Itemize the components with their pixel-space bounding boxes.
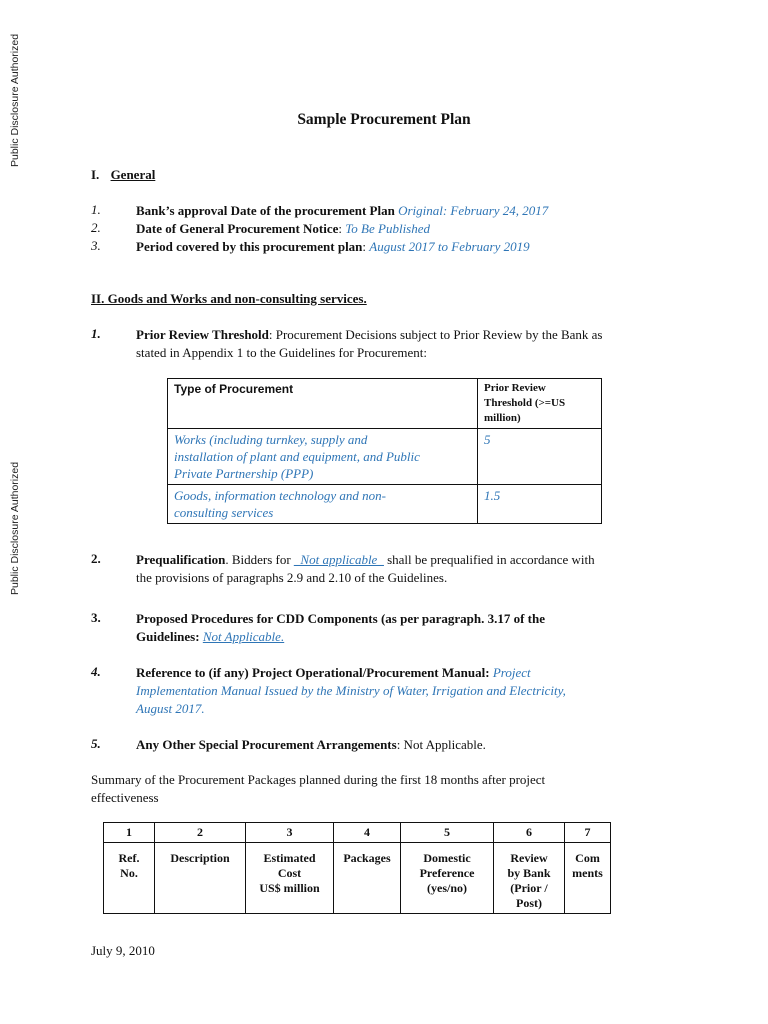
header-line: Prior Review (484, 382, 546, 394)
header-line: Ref. (118, 851, 140, 865)
manual-value-2: Implementation Manual Issued by the Ministry of Water, Irrigation and Electricity, (136, 683, 566, 698)
special-label: Any Other Special Procurement Arrangements (136, 737, 397, 752)
section1-number: I. (91, 167, 100, 182)
threshold-value: 1.5 (478, 485, 602, 524)
header-line: US$ million (259, 881, 320, 895)
item-label: Bank’s approval Date of the procurement Plan (136, 203, 395, 218)
column-number: 7 (565, 823, 611, 843)
cdd-label-1: Proposed Procedures for CDD Components (as per paragraph. 3.17 of the (136, 611, 546, 626)
special-value: : Not Applicable. (396, 737, 486, 752)
item-label: Period covered by this procurement plan (136, 239, 363, 254)
header-line: Preference (419, 866, 475, 880)
prior-review-text-2: stated in Appendix 1 to the Guidelines for Procurement: (136, 345, 427, 360)
item-label: Date of General Procurement Notice (136, 221, 339, 236)
prior-review-text-1: : Procurement Decisions subject to Prior Review by the Bank as (268, 327, 603, 342)
column-number: 5 (401, 823, 494, 843)
cdd-item (0, 610, 768, 646)
prequalification-pre: . Bidders for (225, 552, 294, 567)
header-description (155, 843, 246, 914)
type-line: Goods, information technology and non- (174, 488, 386, 503)
header-line: ments (572, 866, 603, 880)
table-header-row (168, 379, 602, 429)
item-number: 2. (91, 220, 101, 235)
threshold-value: 5 (478, 429, 602, 485)
footer-date: July 9, 2010 (91, 943, 155, 958)
item-number: 4. (91, 664, 101, 679)
header-ref-no (104, 843, 155, 914)
header-line: Description (170, 851, 230, 865)
procurement-type (168, 485, 478, 524)
summary-line-1: Summary of the Procurement Packages planned during the first 18 months after project (91, 772, 546, 787)
manual-value-1: Project (492, 665, 531, 680)
prequalification-post: shall be prequalified in accordance with (383, 552, 595, 567)
general-item-1 (0, 202, 768, 220)
summary-paragraph (91, 771, 545, 807)
document-title: Sample Procurement Plan (297, 111, 471, 128)
header-packages (334, 843, 401, 914)
type-line: installation of plant and equipment, and Public (174, 449, 420, 464)
manual-item (0, 664, 768, 718)
procurement-type (168, 429, 478, 485)
prequalification-label: Prequalification (136, 552, 226, 567)
header-estimated-cost (246, 843, 334, 914)
disclosure-label-bottom: Public Disclosure Authorized (9, 461, 21, 595)
header-threshold (478, 379, 602, 429)
prequalification-line2: the provisions of paragraphs 2.9 and 2.10 of the Guidelines. (136, 570, 448, 585)
section1-heading (91, 167, 155, 183)
item-value: August 2017 to February 2019 (369, 239, 530, 254)
type-line: consulting services (174, 505, 274, 520)
threshold-table (167, 378, 602, 524)
section1-title: General (110, 167, 156, 182)
column-number: 3 (246, 823, 334, 843)
item-number: 1. (91, 202, 101, 217)
table-row (168, 429, 602, 485)
header-line: Com (575, 851, 600, 865)
section2-heading: II. Goods and Works and non-consulting services. (91, 291, 367, 306)
header-comments (565, 843, 611, 914)
manual-label: Reference to (if any) Project Operational/Procurement Manual: (136, 665, 490, 680)
header-type: Type of Procurement (168, 379, 478, 429)
prequalification-value: _Not applicable_ (293, 552, 384, 567)
general-item-3 (0, 238, 768, 256)
header-line: million) (484, 412, 521, 424)
item-number: 1. (91, 326, 101, 341)
prior-review-label: Prior Review Threshold (136, 327, 269, 342)
special-arrangements-item (0, 736, 768, 754)
prequalification-item (0, 551, 768, 587)
column-number: 2 (155, 823, 246, 843)
column-number: 4 (334, 823, 401, 843)
cdd-value: Not Applicable. (202, 629, 285, 644)
header-line: Packages (343, 851, 391, 865)
item-value: To Be Published (345, 221, 431, 236)
item-number: 5. (91, 736, 101, 751)
header-line: Estimated (263, 851, 316, 865)
header-review-by-bank (494, 843, 565, 914)
item-number: 3. (91, 238, 101, 253)
cdd-label-2: Guidelines: (136, 629, 200, 644)
header-line: (Prior / (510, 881, 548, 895)
general-item-2 (0, 220, 768, 238)
column-header-row (104, 843, 611, 914)
type-line: Private Partnership (PPP) (174, 466, 314, 481)
header-line: by Bank (507, 866, 551, 880)
prior-review-item (0, 326, 768, 362)
packages-table (103, 822, 611, 914)
column-number: 6 (494, 823, 565, 843)
summary-line-2: effectiveness (91, 790, 159, 805)
header-line: Domestic (423, 851, 471, 865)
header-line: Post) (516, 896, 542, 910)
header-line: Review (510, 851, 548, 865)
column-number: 1 (104, 823, 155, 843)
item-value: Original: February 24, 2017 (398, 203, 549, 218)
disclosure-label-top: Public Disclosure Authorized (9, 33, 21, 167)
table-row (168, 485, 602, 524)
item-number: 2. (91, 551, 101, 566)
header-line: Cost (277, 866, 302, 880)
item-separator: : (362, 239, 370, 254)
header-domestic-preference (401, 843, 494, 914)
item-separator: : (338, 221, 346, 236)
header-line: No. (120, 866, 138, 880)
item-number: 3. (91, 610, 101, 625)
header-line: (yes/no) (427, 881, 467, 895)
header-line: Threshold (>=US (484, 397, 566, 409)
type-line: Works (including turnkey, supply and (174, 432, 368, 447)
manual-value-3: August 2017. (136, 701, 205, 716)
column-number-row (104, 823, 611, 843)
